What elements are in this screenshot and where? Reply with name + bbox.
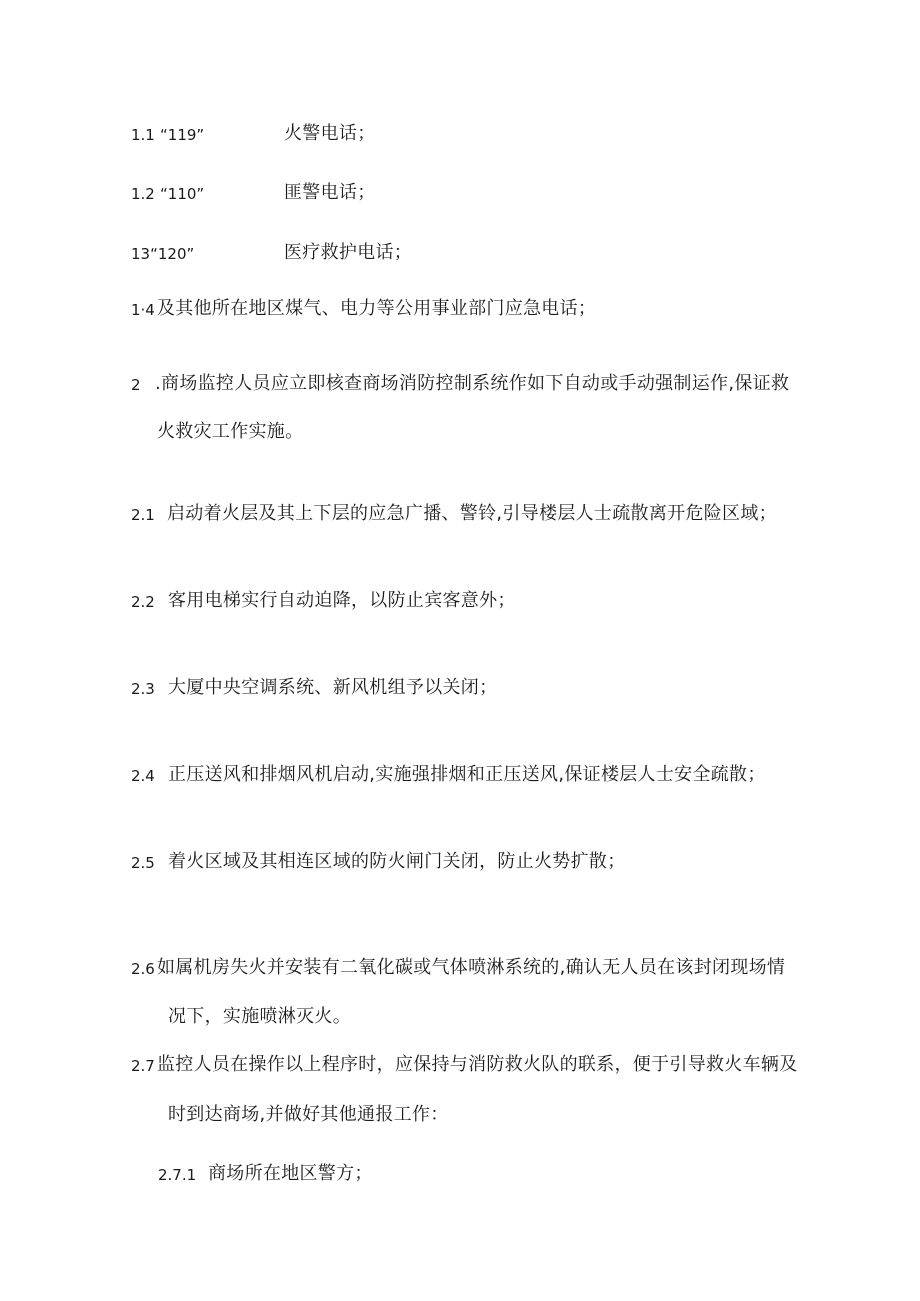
item-number: 2.7.1 [158, 1166, 197, 1184]
item-text: 匪警电话； [284, 182, 376, 203]
item-number: 2.1 [131, 506, 155, 524]
item-text: .商场监控人员应立即核查商场消防控制系统作如下自动或手动强制运作,保证救 [155, 373, 790, 394]
item-text: 启动着火层及其上下层的应急广播、警铃,引导楼层人士疏散离开危险区域； [167, 503, 777, 524]
item-number: 1.2 [131, 185, 155, 203]
item-text-continued: 时到达商场,并做好其他通报工作： [168, 1104, 449, 1125]
item-number: 2.6 [131, 960, 155, 978]
item-text: 监控人员在操作以上程序时，应保持与消防救火队的联系，便于引导救火车辆及 [157, 1054, 798, 1075]
phone-code: “119” [160, 126, 205, 144]
item-number: 1.1 [131, 126, 155, 144]
item-number: 2.3 [131, 680, 155, 698]
item-text: 及其他所在地区煤气、电力等公用事业部门应急电话； [157, 298, 597, 319]
item-text: 如属机房失火并安装有二氧化碳或气体喷淋系统的,确认无人员在该封闭现场情 [157, 957, 786, 978]
item-text: 着火区域及其相连区域的防火闸门关闭，防止火势扩散； [168, 851, 626, 872]
item-text: 客用电梯实行自动迫降，以防止宾客意外； [168, 590, 516, 611]
item-number: 2.2 [131, 593, 155, 611]
item-number: 1·4 [131, 301, 155, 319]
item-number: 2 [131, 376, 141, 394]
item-text: 商场所在地区警方； [208, 1163, 373, 1184]
item-number: 2.4 [131, 767, 155, 785]
item-number: 13“120” [131, 245, 195, 263]
item-text-continued: 火救灾工作实施。 [157, 421, 304, 442]
item-text: 正压送风和排烟风机启动,实施强排烟和正压送风,保证楼层人士安全疏散； [168, 764, 766, 785]
item-text: 大厦中央空调系统、新风机组予以关闭； [168, 677, 498, 698]
item-number: 2.7 [131, 1057, 155, 1075]
phone-code: “110” [160, 185, 205, 203]
item-number: 2.5 [131, 854, 155, 872]
item-text: 火警电话； [284, 123, 376, 144]
item-text-continued: 况下，实施喷淋灭火。 [168, 1006, 351, 1027]
item-text: 医疗救护电话； [284, 242, 413, 263]
